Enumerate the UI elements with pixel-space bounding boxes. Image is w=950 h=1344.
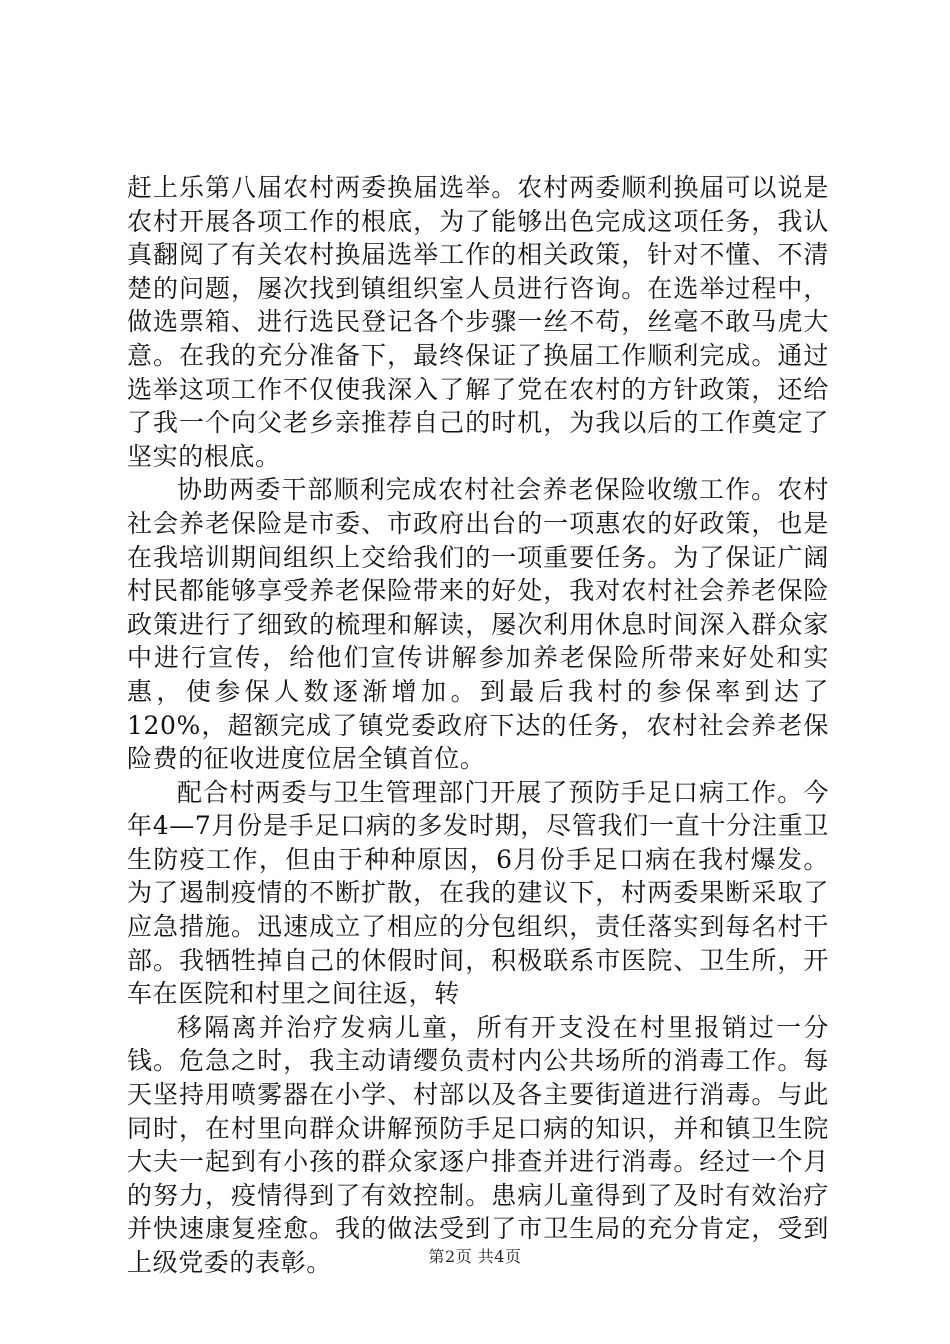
paragraph-election: 赶上乐第八届农村两委换届选举。农村两委顺利换届可以说是农村开展各项工作的根底，为了能够出色完成这项任务，我认真翻阅了有关农村换届选举工作的相关政策，针对不懂、不清楚的问题，屡次找到镇组织室人员进行咨询。在选举过程中，做选票箱、进行选民登记各个步骤一丝不苟，丝毫不敢马虎大意。在我的充分准备下，最终保证了换届工作顺利完成。通过选举这项工作不仅使我深入了解了党在农村的方针政策，还给了我一个向父老乡亲推荐自己的时机，为我以后的工作奠定了坚实的根底。 [127, 173, 829, 471]
page-footer: 第2页 共4页 [428, 1247, 522, 1266]
body-text [127, 171, 829, 1280]
paragraph-disease-prevention: 配合村两委与卫生管理部门开展了预防手足口病工作。今年4—7月份是手足口病的多发时期，尽管我们一直十分注重卫生防疫工作，但由于种种原因，6月份手足口病在我村爆发。为了遏制疫情的不断扩散，在我的建议下，村两委果断采取了应急措施。迅速成立了相应的分包组织，责任落实到每名村干部。我牺牲掉自己的休假时间，积极联系市医院、卫生所，开车在医院和村里之间往返，转 [127, 777, 829, 1009]
paragraph-disinfection: 移隔离并治疗发病儿童，所有开支没在村里报销过一分钱。危急之时，我主动请缨负责村内公共场所的消毒工作。每天坚持用喷雾器在小学、村部以及各主要街道进行消毒。与此同时，在村里向群众讲解预防手足口病的知识，并和镇卫生院大夫一起到有小孩的群众家逐户排查并进行消毒。经过一个月的努力，疫情得到了有效控制。患病儿童得到了及时有效治疗并快速康复痊愈。我的做法受到了市卫生局的充分肯定，受到上级党委的表彰。 [127, 1012, 829, 1277]
paragraph-pension-insurance: 协助两委干部顺利完成农村社会养老保险收缴工作。农村社会养老保险是市委、市政府出台的一项惠农的好政策，也是在我培训期间组织上交给我们的一项重要任务。为了保证广阔村民都能够享受养老保险带来的好处，我对农村社会养老保险政策进行了细致的梳理和解读，屡次利用休息时间深入群众家中进行宣传，给他们宣传讲解参加养老保险所带来好处和实惠，使参保人数逐渐增加。到最后我村的参保率到达了120%，超额完成了镇党委政府下达的任务，农村社会养老保险费的征收进度位居全镇首位。 [127, 475, 829, 774]
